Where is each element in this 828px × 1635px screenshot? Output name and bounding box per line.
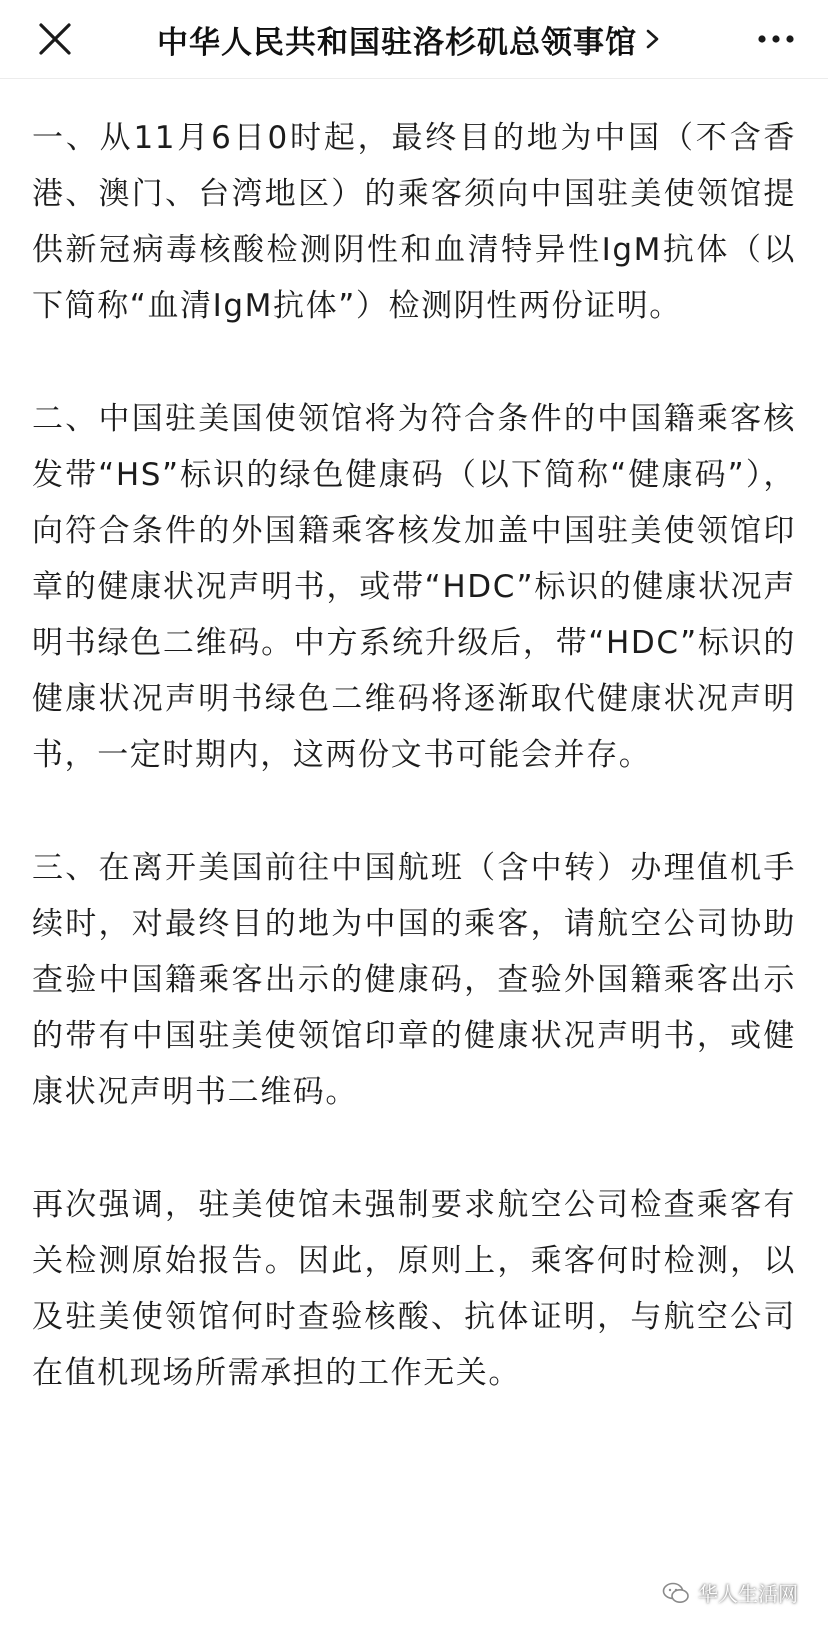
close-button[interactable] xyxy=(30,14,80,64)
account-title-link[interactable] xyxy=(110,0,710,78)
chevron-right-icon xyxy=(643,26,663,52)
more-options-button[interactable] xyxy=(752,24,800,54)
article-body xyxy=(32,110,796,1458)
watermark-text: 华人生活网 xyxy=(698,1582,798,1606)
wechat-icon xyxy=(662,1581,690,1605)
source-watermark xyxy=(662,1578,798,1607)
article-paragraph-2: 二、中国驻美国使领馆将为符合条件的中国籍乘客核发带“HS”标识的绿色健康码（以下简称“健康码”），向符合条件的外国籍乘客核发加盖中国驻美使领馆印章的健康状况声明书，或带“HDC”标识的健康状况声明书绿色二维码。中方系统升级后，带“HDC”标识的健康状况声明书绿色二维码将逐渐取代健康状况声明书，一定时期内，这两份文书可能会并存。 xyxy=(32,401,796,773)
article-paragraph-1: 一、从11月6日0时起，最终目的地为中国（不含香港、澳门、台湾地区）的乘客须向中国驻美使领馆提供新冠病毒核酸检测阴性和血清特异性IgM抗体（以下简称“血清IgM抗体”）检测阴性两份证明。 xyxy=(32,120,796,324)
article-paragraph-4: 再次强调，驻美使馆未强制要求航空公司检查乘客有关检测原始报告。因此，原则上，乘客何时检测，以及驻美使领馆何时查验核酸、抗体证明，与航空公司在值机现场所需承担的工作无关。 xyxy=(32,1187,796,1391)
more-dots-icon xyxy=(752,24,800,54)
top-navigation-bar xyxy=(0,0,828,79)
page-title: 中华人民共和国驻洛杉矶总领事馆 xyxy=(157,24,637,61)
article-paragraph-3: 三、在离开美国前往中国航班（含中转）办理值机手续时，对最终目的地为中国的乘客，请航空公司协助查验中国籍乘客出示的健康码，查验外国籍乘客出示的带有中国驻美使领馆印章的健康状况声明书，或健康状况声明书二维码。 xyxy=(32,850,796,1110)
close-icon xyxy=(30,14,80,64)
